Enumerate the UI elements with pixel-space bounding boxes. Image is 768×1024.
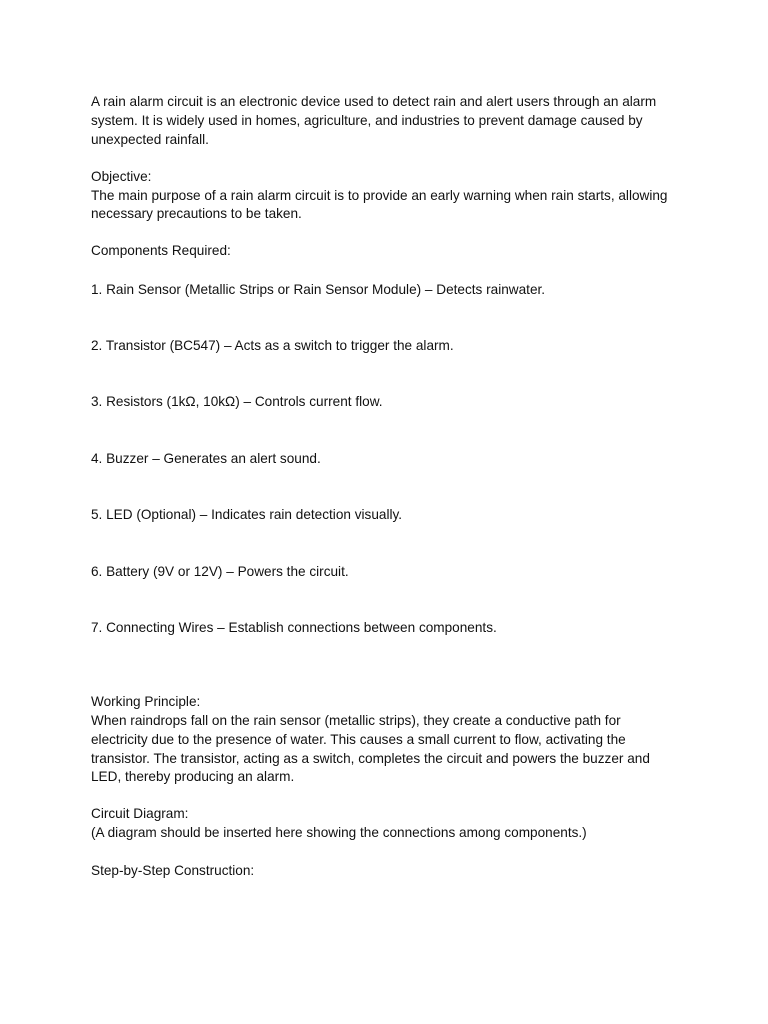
working-principle-line: electricity due to the presence of water. This causes a small current to flow, activating the xyxy=(91,732,626,747)
intro-line: system. It is widely used in homes, agriculture, and industries to prevent damage caused by xyxy=(91,113,643,128)
objective-heading: Objective: xyxy=(91,169,152,184)
objective-text-line: necessary precautions to be taken. xyxy=(91,206,302,221)
component-item: 5. LED (Optional) – Indicates rain detection visually. xyxy=(91,507,403,522)
component-item: 4. Buzzer – Generates an alert sound. xyxy=(91,451,321,466)
circuit-diagram-heading: Circuit Diagram: xyxy=(91,806,189,821)
working-principle-line: transistor. The transistor, acting as a switch, completes the circuit and powers the buzzer and xyxy=(91,751,650,766)
intro-line: unexpected rainfall. xyxy=(91,132,209,147)
components-heading: Components Required: xyxy=(91,243,231,258)
intro-line: A rain alarm circuit is an electronic device used to detect rain and alert users through an alarm xyxy=(91,94,657,109)
component-item: 1. Rain Sensor (Metallic Strips or Rain Sensor Module) – Detects rainwater. xyxy=(91,282,546,297)
working-principle-line: When raindrops fall on the rain sensor (metallic strips), they create a conductive path for xyxy=(91,713,621,728)
objective-text-line: The main purpose of a rain alarm circuit is to provide an early warning when rain starts, allowing xyxy=(91,188,668,203)
component-item: 7. Connecting Wires – Establish connections between components. xyxy=(91,620,497,635)
component-item: 2. Transistor (BC547) – Acts as a switch to trigger the alarm. xyxy=(91,338,454,353)
working-principle-line: LED, thereby producing an alarm. xyxy=(91,769,295,784)
component-item: 6. Battery (9V or 12V) – Powers the circuit. xyxy=(91,564,349,579)
working-principle-heading: Working Principle: xyxy=(91,694,201,709)
component-item: 3. Resistors (1kΩ, 10kΩ) – Controls current flow. xyxy=(91,394,383,409)
circuit-diagram-note: (A diagram should be inserted here showing the connections among components.) xyxy=(91,825,587,840)
construction-heading: Step-by-Step Construction: xyxy=(91,863,255,878)
